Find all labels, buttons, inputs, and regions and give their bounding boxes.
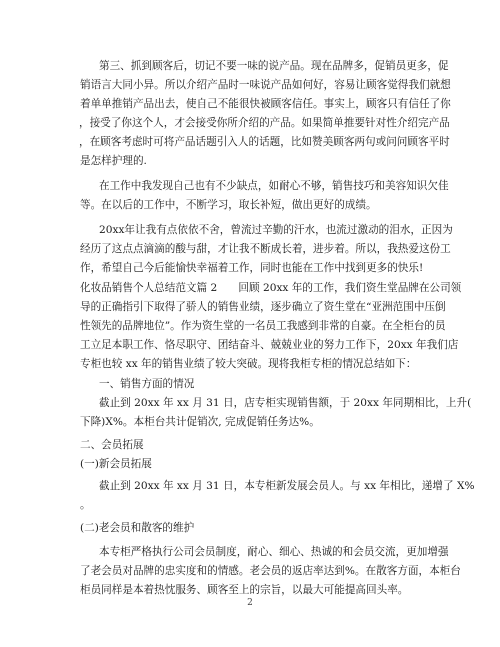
subsection-heading: (一)新会员拓展 (80, 458, 152, 470)
paragraph-line: 截止到 20xx 年 xx 月 31 日，店专柜实现销售额，于 20xx 年同期相比，上升( (99, 397, 472, 409)
paragraph-line: 在工作中我发现自己也有不少缺点，如耐心不够，销售技巧和美容知识欠佳 (99, 180, 449, 192)
subsection-heading: 二、会员拓展 (80, 439, 144, 451)
paragraph-line: 销语言大同小异。所以介绍产品时一味说产品如何好，容易让顾客觉得我们就想 (80, 79, 451, 91)
paragraph-line: 本专柜严格执行公司会员制度，耐心、细心、热诚的和会员交流，更加增强 (99, 546, 449, 558)
paragraph-line: 等。在以后的工作中，不断学习，取长补短，做出更好的成绩。 (80, 199, 377, 211)
paragraph-line: 作，希望自己今后能愉快幸福着工作，同时也能在工作中找到更多的快乐! (80, 262, 424, 274)
paragraph-line: 了老会员对品牌的忠实度和的情感。老会员的返店率达到%。在散客方面，本柜台 (80, 565, 461, 577)
paragraph-line: ，在顾客考虑时可将产品话题引入人的话题，比如赞美顾客两句或问问顾客平时 (79, 136, 450, 148)
subsection-heading: 一、销售方面的情况 (99, 378, 195, 390)
paragraph-line: 。 (80, 499, 91, 511)
section-heading-line: 化妆品销售个人总结范文篇 2 回顾 20xx 年的工作，我们资生堂品牌在公司领 (80, 282, 462, 294)
paragraph-line: ，接受了你这个人，才会接受你所介绍的产品。如果简单推要针对性介绍完产品 (79, 117, 450, 129)
paragraph-line: 性领先的品牌地位”。作为资生堂的一名员工我感到非常的自豪。在全柜台的员 (80, 320, 446, 332)
page-number: 2 (247, 598, 253, 608)
paragraph-line: 第三、抓到顾客后，切记不要一味的说产品。现在品牌多，促销员更多，促 (99, 60, 449, 72)
paragraph-line: 下降)X%。本柜台共计促销次, 完成促销任务达%。 (80, 416, 320, 428)
paragraph-line: 是怎样护理的. (80, 155, 147, 167)
paragraph-line: 着单单推销产品出去，使自己不能很快被顾客信任。事实上，顾客只有信任了你 (80, 98, 451, 110)
paragraph-line: 导的正确指引下取得了骄人的销售业绩，逐步确立了资生堂在“亚洲范围中压倒 (80, 301, 446, 313)
paragraph-line: 经历了这点点滴滴的酸与甜，才让我不断成长着，进步着。所以，我热爱这份工 (80, 243, 451, 255)
paragraph-line: 工立足本职工作、恪尽职守、团结奋斗、兢兢业业的努力工作下，20xx 年我们店 (80, 339, 459, 351)
paragraph-line: 专柜也较 xx 年的销售业绩了较大突破。现将我柜专柜的情况总结如下： (80, 358, 417, 370)
paragraph-line: 柜员同样是本着热忱服务、顾客至上的宗旨，以最大可能提高回头率。 (80, 584, 409, 596)
paragraph-line: 截止到 20xx 年 xx 月 31 日，本专柜新发展会员人。与 xx 年相比，递增了 X% (99, 480, 475, 492)
subsection-heading: (二)老会员和散客的维护 (80, 522, 195, 534)
paragraph-line: 20xx年让我有点依依不舍，曾流过辛勤的汗水，也流过激动的泪水，正因为 (99, 224, 453, 236)
